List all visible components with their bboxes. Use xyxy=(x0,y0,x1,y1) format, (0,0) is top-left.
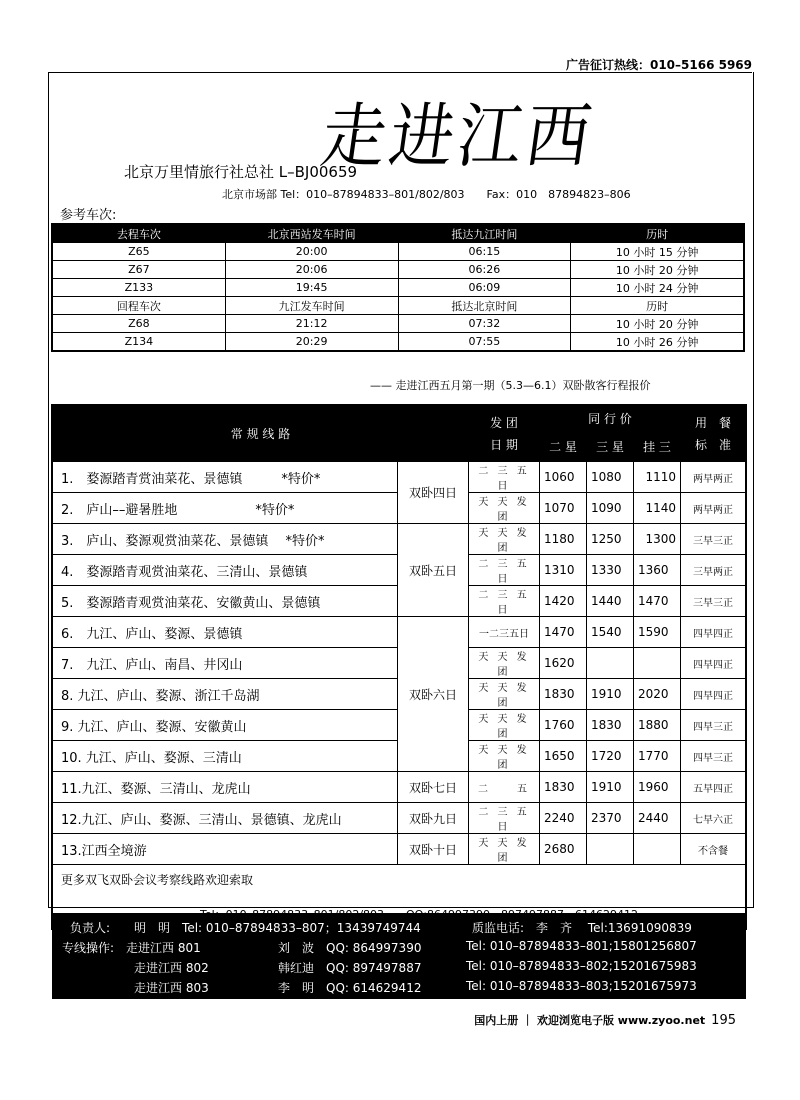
price-list-caption: —— 走进江西五月第一期（5.3—6.1）双卧散客行程报价 xyxy=(370,379,651,392)
price-three-star: 1440 xyxy=(587,586,634,617)
departure-dates: 二 三 五 日 xyxy=(469,555,540,586)
price-three-star: 1540 xyxy=(587,617,634,648)
header-meal-line2: 标 准 xyxy=(694,437,731,452)
meal-standard: 三早三正 xyxy=(681,524,746,555)
stay-type: 双卧九日 xyxy=(398,803,469,834)
outbound-header-row xyxy=(53,225,744,243)
table-header: 历时 xyxy=(571,297,744,315)
departure-dates: 二 三 五 日 xyxy=(469,462,540,493)
header-dates xyxy=(469,406,540,462)
price-three-star xyxy=(587,834,634,865)
departure-dates: 天 天 发 团 xyxy=(469,679,540,710)
table-header: 九江发车时间 xyxy=(225,297,398,315)
table-cell: 06:26 xyxy=(398,261,571,279)
meal-standard: 三早两正 xyxy=(681,555,746,586)
operator-802-tel: Tel: 010–87894833–802;15201675983 xyxy=(466,959,697,973)
price-two-star: 1180 xyxy=(540,524,587,555)
price-two-star: 1830 xyxy=(540,679,587,710)
table-cell: 20:06 xyxy=(225,261,398,279)
operator-802-qq: 韩红迪 QQ: 897497887 xyxy=(278,961,422,975)
reference-trains-label: 参考车次: xyxy=(60,208,117,223)
price-two-star: 1620 xyxy=(540,648,587,679)
meal-standard: 不含餐 xyxy=(681,834,746,865)
price-three-star xyxy=(587,648,634,679)
table-cell: 10 小时 26 分钟 xyxy=(571,333,744,351)
price-two-star: 1060 xyxy=(540,462,587,493)
table-header: 北京西站发车时间 xyxy=(225,225,398,243)
page-footer xyxy=(474,1012,736,1028)
agency-name: 北京万里情旅行社总社 L–BJ00659 xyxy=(124,163,358,181)
stay-type: 双卧五日 xyxy=(398,524,469,617)
route-name: 4. 婺源踏青观赏油菜花、三清山、景德镇 xyxy=(53,555,398,586)
more-routes-note: 更多双飞双卧会议考察线路欢迎索取 xyxy=(61,873,254,887)
ad-hotline: 广告征订热线：010–5166 5969 xyxy=(565,58,752,72)
price-two-star: 1650 xyxy=(540,741,587,772)
header-route: 常 规 线 路 xyxy=(53,406,469,462)
price-three-star: 1330 xyxy=(587,555,634,586)
price-two-star: 2240 xyxy=(540,803,587,834)
stay-type: 双卧十日 xyxy=(398,834,469,865)
price-listed-three: 1140 xyxy=(634,493,681,524)
header-listed-three: 挂 三 xyxy=(634,431,681,462)
operator-803-qq: 李 明 QQ: 614629412 xyxy=(278,981,422,995)
operator-801-qq: 刘 波 QQ: 864997390 xyxy=(278,941,422,955)
route-name: 5. 婺源踏青观赏油菜花、安徽黄山、景德镇 xyxy=(53,586,398,617)
departure-dates: 天 天 发 团 xyxy=(469,710,540,741)
departure-dates: 天 天 发 团 xyxy=(469,834,540,865)
operator-803: 走进江西 803 xyxy=(134,981,209,995)
header-dates-line1: 发 团 xyxy=(490,415,518,430)
table-header: 抵达九江时间 xyxy=(398,225,571,243)
route-name: 11.九江、婺源、三清山、龙虎山 xyxy=(53,772,398,803)
meal-standard: 四早四正 xyxy=(681,679,746,710)
table-cell: 07:32 xyxy=(398,315,571,333)
table-cell: 10 小时 20 分钟 xyxy=(571,261,744,279)
price-two-star: 1830 xyxy=(540,772,587,803)
route-name: 2. 庐山––避暑胜地 *特价* xyxy=(53,493,398,524)
price-two-star: 1420 xyxy=(540,586,587,617)
table-cell: Z65 xyxy=(53,243,226,261)
price-listed-three xyxy=(634,834,681,865)
meal-standard: 四早四正 xyxy=(681,648,746,679)
table-row xyxy=(53,462,746,493)
table-cell: 06:15 xyxy=(398,243,571,261)
table-cell: Z68 xyxy=(53,315,226,333)
price-three-star: 1910 xyxy=(587,679,634,710)
table-cell: Z133 xyxy=(53,279,226,297)
table-cell: Z134 xyxy=(53,333,226,351)
table-row xyxy=(53,803,746,834)
meal-standard: 两早两正 xyxy=(681,462,746,493)
stay-type: 双卧六日 xyxy=(398,617,469,772)
route-price-table xyxy=(52,405,746,929)
table-cell: 06:09 xyxy=(398,279,571,297)
train-schedule-table xyxy=(52,224,744,351)
stay-type: 双卧七日 xyxy=(398,772,469,803)
operator-802: 走进江西 802 xyxy=(134,961,209,975)
price-listed-three: 1110 xyxy=(634,462,681,493)
table-row xyxy=(53,617,746,648)
footer-text: 国内上册 ｜ 欢迎浏览电子版 www.zyoo.net xyxy=(474,1014,706,1027)
price-three-star: 1910 xyxy=(587,772,634,803)
table-row xyxy=(53,315,744,333)
manager-line: 负责人: 明 明 Tel: 010–87894833–807；13439749744 xyxy=(70,921,421,935)
meal-standard: 五早四正 xyxy=(681,772,746,803)
table-row xyxy=(53,279,744,297)
departure-dates: 二 三 五 日 xyxy=(469,803,540,834)
price-two-star: 2680 xyxy=(540,834,587,865)
meal-standard: 四早三正 xyxy=(681,710,746,741)
return-header-row xyxy=(53,297,744,315)
table-cell: 10 小时 15 分钟 xyxy=(571,243,744,261)
staff-contact-panel xyxy=(52,913,746,999)
route-name: 13.江西全境游 xyxy=(53,834,398,865)
table-row xyxy=(53,333,744,351)
meal-standard: 四早三正 xyxy=(681,741,746,772)
table-cell: 10 小时 24 分钟 xyxy=(571,279,744,297)
price-two-star: 1470 xyxy=(540,617,587,648)
route-name: 1. 婺源踏青赏油菜花、景德镇 *特价* xyxy=(53,462,398,493)
route-name: 9. 九江、庐山、婺源、安徽黄山 xyxy=(53,710,398,741)
agency-contact: 北京市场部 Tel：010–87894833–801/802/803 Fax：010 87894823–806 xyxy=(222,188,631,201)
table-row xyxy=(53,261,744,279)
stay-type: 双卧四日 xyxy=(398,462,469,524)
route-name: 6. 九江、庐山、婺源、景德镇 xyxy=(53,617,398,648)
table-row xyxy=(53,834,746,865)
departure-dates: 二 五 xyxy=(469,772,540,803)
route-name: 3. 庐山、婺源观赏油菜花、景德镇 *特价* xyxy=(53,524,398,555)
route-name: 8. 九江、庐山、婺源、浙江千岛湖 xyxy=(53,679,398,710)
route-name: 10. 九江、庐山、婺源、三清山 xyxy=(53,741,398,772)
page-title: 走进江西 xyxy=(316,96,600,178)
header-two-star: 二 星 xyxy=(540,431,587,462)
header-dates-line2: 日 期 xyxy=(490,437,518,452)
price-three-star: 1090 xyxy=(587,493,634,524)
table-cell: 07:55 xyxy=(398,333,571,351)
price-three-star: 1250 xyxy=(587,524,634,555)
route-name: 7. 九江、庐山、南昌、井冈山 xyxy=(53,648,398,679)
table-row xyxy=(53,243,744,261)
price-listed-three: 2020 xyxy=(634,679,681,710)
meal-standard: 三早三正 xyxy=(681,586,746,617)
departure-dates: 天 天 发 团 xyxy=(469,524,540,555)
price-three-star: 2370 xyxy=(587,803,634,834)
route-name: 12.九江、庐山、婺源、三清山、景德镇、龙虎山 xyxy=(53,803,398,834)
price-listed-three: 1770 xyxy=(634,741,681,772)
departure-dates: 天 天 发 团 xyxy=(469,493,540,524)
price-two-star: 1070 xyxy=(540,493,587,524)
table-header: 抵达北京时间 xyxy=(398,297,571,315)
table-cell: Z67 xyxy=(53,261,226,279)
price-listed-three: 1960 xyxy=(634,772,681,803)
table-header: 回程车次 xyxy=(53,297,226,315)
price-three-star: 1720 xyxy=(587,741,634,772)
meal-standard: 七早六正 xyxy=(681,803,746,834)
table-cell: 21:12 xyxy=(225,315,398,333)
price-listed-three: 1590 xyxy=(634,617,681,648)
price-two-star: 1310 xyxy=(540,555,587,586)
price-listed-three: 1300 xyxy=(634,524,681,555)
page-number: 195 xyxy=(711,1013,736,1028)
header-meal-line1: 用 餐 xyxy=(694,415,731,430)
departure-dates: 天 天 发 团 xyxy=(469,648,540,679)
price-three-star: 1080 xyxy=(587,462,634,493)
departure-dates: 一二三五日 xyxy=(469,617,540,648)
table-cell: 10 小时 20 分钟 xyxy=(571,315,744,333)
table-header: 历时 xyxy=(571,225,744,243)
quality-line: 质监电话: 李 齐 Tel:13691090839 xyxy=(472,921,692,935)
price-listed-three: 1470 xyxy=(634,586,681,617)
operator-801-tel: Tel: 010–87894833–801;15801256807 xyxy=(466,939,697,953)
operator-801: 专线操作: 走进江西 801 xyxy=(62,941,201,955)
header-meal xyxy=(681,406,746,462)
table-header: 去程车次 xyxy=(53,225,226,243)
departure-dates: 二 三 五 日 xyxy=(469,586,540,617)
table-row xyxy=(53,524,746,555)
table-cell: 19:45 xyxy=(225,279,398,297)
operator-803-tel: Tel: 010–87894833–803;15201675973 xyxy=(466,979,697,993)
table-cell: 20:29 xyxy=(225,333,398,351)
price-listed-three: 1880 xyxy=(634,710,681,741)
meal-standard: 四早四正 xyxy=(681,617,746,648)
price-two-star: 1760 xyxy=(540,710,587,741)
header-three-star: 三 星 xyxy=(587,431,634,462)
price-three-star: 1830 xyxy=(587,710,634,741)
price-listed-three: 1360 xyxy=(634,555,681,586)
price-listed-three: 2440 xyxy=(634,803,681,834)
price-listed-three xyxy=(634,648,681,679)
departure-dates: 天 天 发 团 xyxy=(469,741,540,772)
header-price: 同 行 价 xyxy=(540,406,681,431)
table-cell: 20:00 xyxy=(225,243,398,261)
table-row xyxy=(53,772,746,803)
meal-standard: 两早两正 xyxy=(681,493,746,524)
